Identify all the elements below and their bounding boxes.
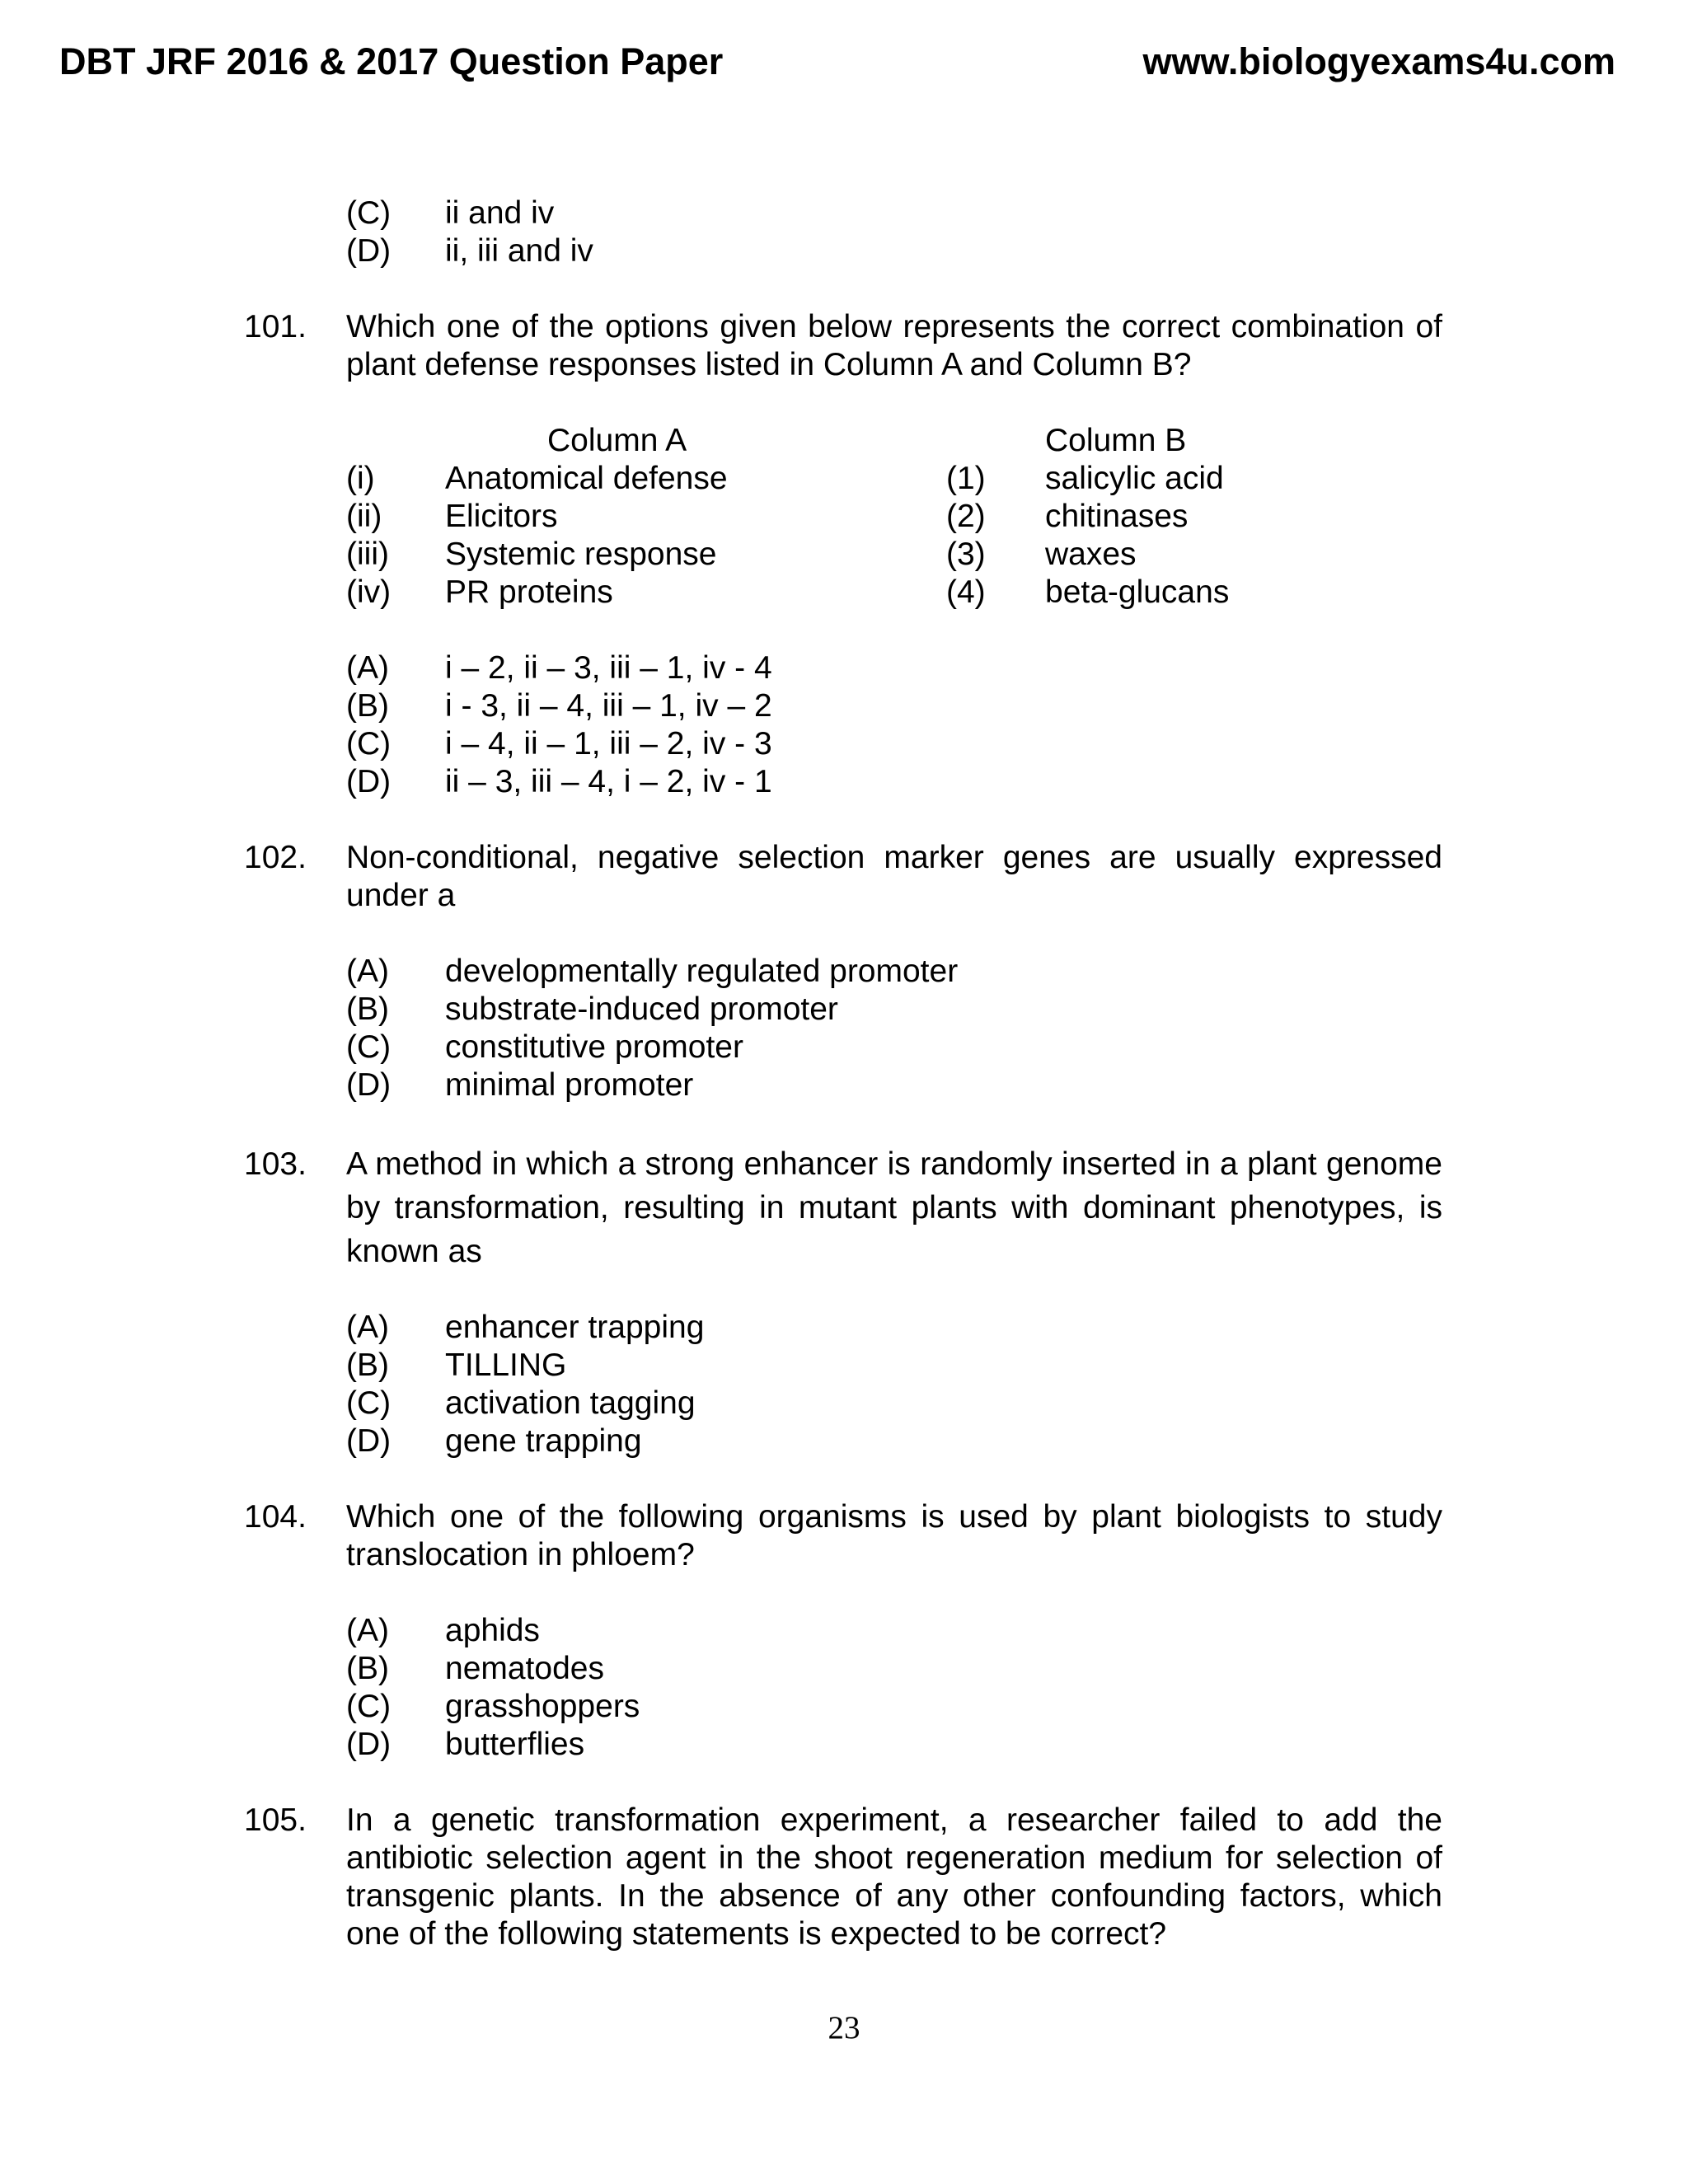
column-a-label: (ii) [346, 499, 382, 534]
option-text: grasshoppers [445, 1689, 640, 1724]
option-row [244, 1309, 1442, 1347]
option-label: (C) [346, 195, 392, 231]
option-row [244, 194, 1442, 232]
question-text: Which one of the following organisms is used by plant biologists to study translocation in phloem? [346, 1499, 1442, 1572]
question-number: 101. [244, 309, 307, 344]
option-text: ii, iii and iv [445, 233, 593, 269]
column-b-label: (1) [946, 461, 986, 496]
option-label: (B) [346, 1651, 389, 1686]
option-text: TILLING [445, 1347, 567, 1383]
option-label: (A) [346, 1613, 389, 1648]
option-label: (B) [346, 991, 389, 1027]
question-102 [244, 839, 1442, 915]
question-103 [244, 1142, 1442, 1271]
question-text: In a genetic transformation experiment, a researcher failed to add the antibiotic selection agent in the shoot regeneration medium for selection of transgenic plants. In the absence of any other confounding factors, which one of the following statements is expected to be correct? [346, 1802, 1442, 1952]
option-label: (C) [346, 726, 392, 762]
option-label: (D) [346, 1067, 392, 1103]
column-a-label: (i) [346, 461, 375, 496]
option-row [244, 1422, 1442, 1460]
option-label: (D) [346, 764, 392, 799]
match-row [244, 460, 1442, 498]
option-label: (D) [346, 1727, 392, 1762]
option-row [244, 725, 1442, 763]
option-label: (D) [346, 1423, 392, 1459]
option-label: (C) [346, 1689, 392, 1724]
column-a-label: (iii) [346, 537, 389, 572]
question-number: 102. [244, 840, 307, 875]
website-url: www.biologyexams4u.com [1142, 40, 1615, 82]
option-text: activation tagging [445, 1385, 696, 1421]
option-text: i – 4, ii – 1, iii – 2, iv - 3 [445, 726, 772, 762]
option-row [244, 1688, 1442, 1726]
column-a-text: Systemic response [445, 537, 717, 572]
question-text: A method in which a strong enhancer is randomly inserted in a plant genome by transformation, resulting in mutant plants with dominant phenotypes, is known as [346, 1146, 1442, 1269]
option-row [244, 763, 1442, 801]
option-row [244, 1347, 1442, 1385]
column-b-text: chitinases [1045, 499, 1189, 534]
option-label: (C) [346, 1385, 392, 1421]
column-b-text: waxes [1045, 537, 1137, 572]
question-104 [244, 1498, 1442, 1574]
option-row [244, 1066, 1442, 1104]
column-b-label: (3) [946, 537, 986, 572]
column-b-label: (2) [946, 499, 986, 534]
match-row [244, 536, 1442, 574]
column-headers [244, 422, 1442, 460]
option-row [244, 1612, 1442, 1650]
option-label: (C) [346, 1029, 392, 1065]
option-text: butterflies [445, 1727, 585, 1762]
option-label: (B) [346, 1347, 389, 1383]
option-row [244, 1726, 1442, 1764]
option-text: ii – 3, iii – 4, i – 2, iv - 1 [445, 764, 772, 799]
option-label: (A) [346, 1310, 389, 1345]
option-text: gene trapping [445, 1423, 642, 1459]
option-row [244, 1029, 1442, 1066]
column-b-title: Column B [1045, 423, 1187, 458]
column-a-text: Elicitors [445, 499, 558, 534]
option-row [244, 991, 1442, 1029]
option-text: constitutive promoter [445, 1029, 743, 1065]
option-text: minimal promoter [445, 1067, 694, 1103]
option-label: (A) [346, 954, 389, 989]
option-label: (B) [346, 688, 389, 724]
question-text: Which one of the options given below represents the correct combination of plant defense responses listed in Column A and Column B? [346, 309, 1442, 382]
option-label: (A) [346, 650, 389, 686]
page-number: 23 [828, 2010, 860, 2046]
column-b-text: salicylic acid [1045, 461, 1224, 496]
question-number: 103. [244, 1146, 307, 1182]
document-title: DBT JRF 2016 & 2017 Question Paper [59, 40, 724, 82]
option-text: enhancer trapping [445, 1310, 705, 1345]
column-b-text: beta-glucans [1045, 574, 1230, 610]
option-text: developmentally regulated promoter [445, 954, 959, 989]
option-row [244, 232, 1442, 270]
option-text: i - 3, ii – 4, iii – 1, iv – 2 [445, 688, 772, 724]
column-a-text: Anatomical defense [445, 461, 728, 496]
question-number: 104. [244, 1499, 307, 1535]
question-content [244, 194, 1442, 1953]
question-number: 105. [244, 1802, 307, 1838]
option-label: (D) [346, 233, 392, 269]
option-row [244, 687, 1442, 725]
option-text: i – 2, ii – 3, iii – 1, iv - 4 [445, 650, 772, 686]
column-a-label: (iv) [346, 574, 392, 610]
option-row [244, 649, 1442, 687]
column-a-title: Column A [547, 423, 687, 458]
question-text: Non-conditional, negative selection marker genes are usually expressed under a [346, 840, 1442, 913]
column-a-text: PR proteins [445, 574, 613, 610]
match-row [244, 498, 1442, 536]
option-text: substrate-induced promoter [445, 991, 838, 1027]
option-text: aphids [445, 1613, 540, 1648]
option-text: ii and iv [445, 195, 555, 231]
option-text: nematodes [445, 1651, 604, 1686]
option-row [244, 1650, 1442, 1688]
match-row [244, 574, 1442, 612]
question-101 [244, 308, 1442, 384]
question-105 [244, 1802, 1442, 1953]
column-b-label: (4) [946, 574, 986, 610]
option-row [244, 1385, 1442, 1422]
option-row [244, 953, 1442, 991]
